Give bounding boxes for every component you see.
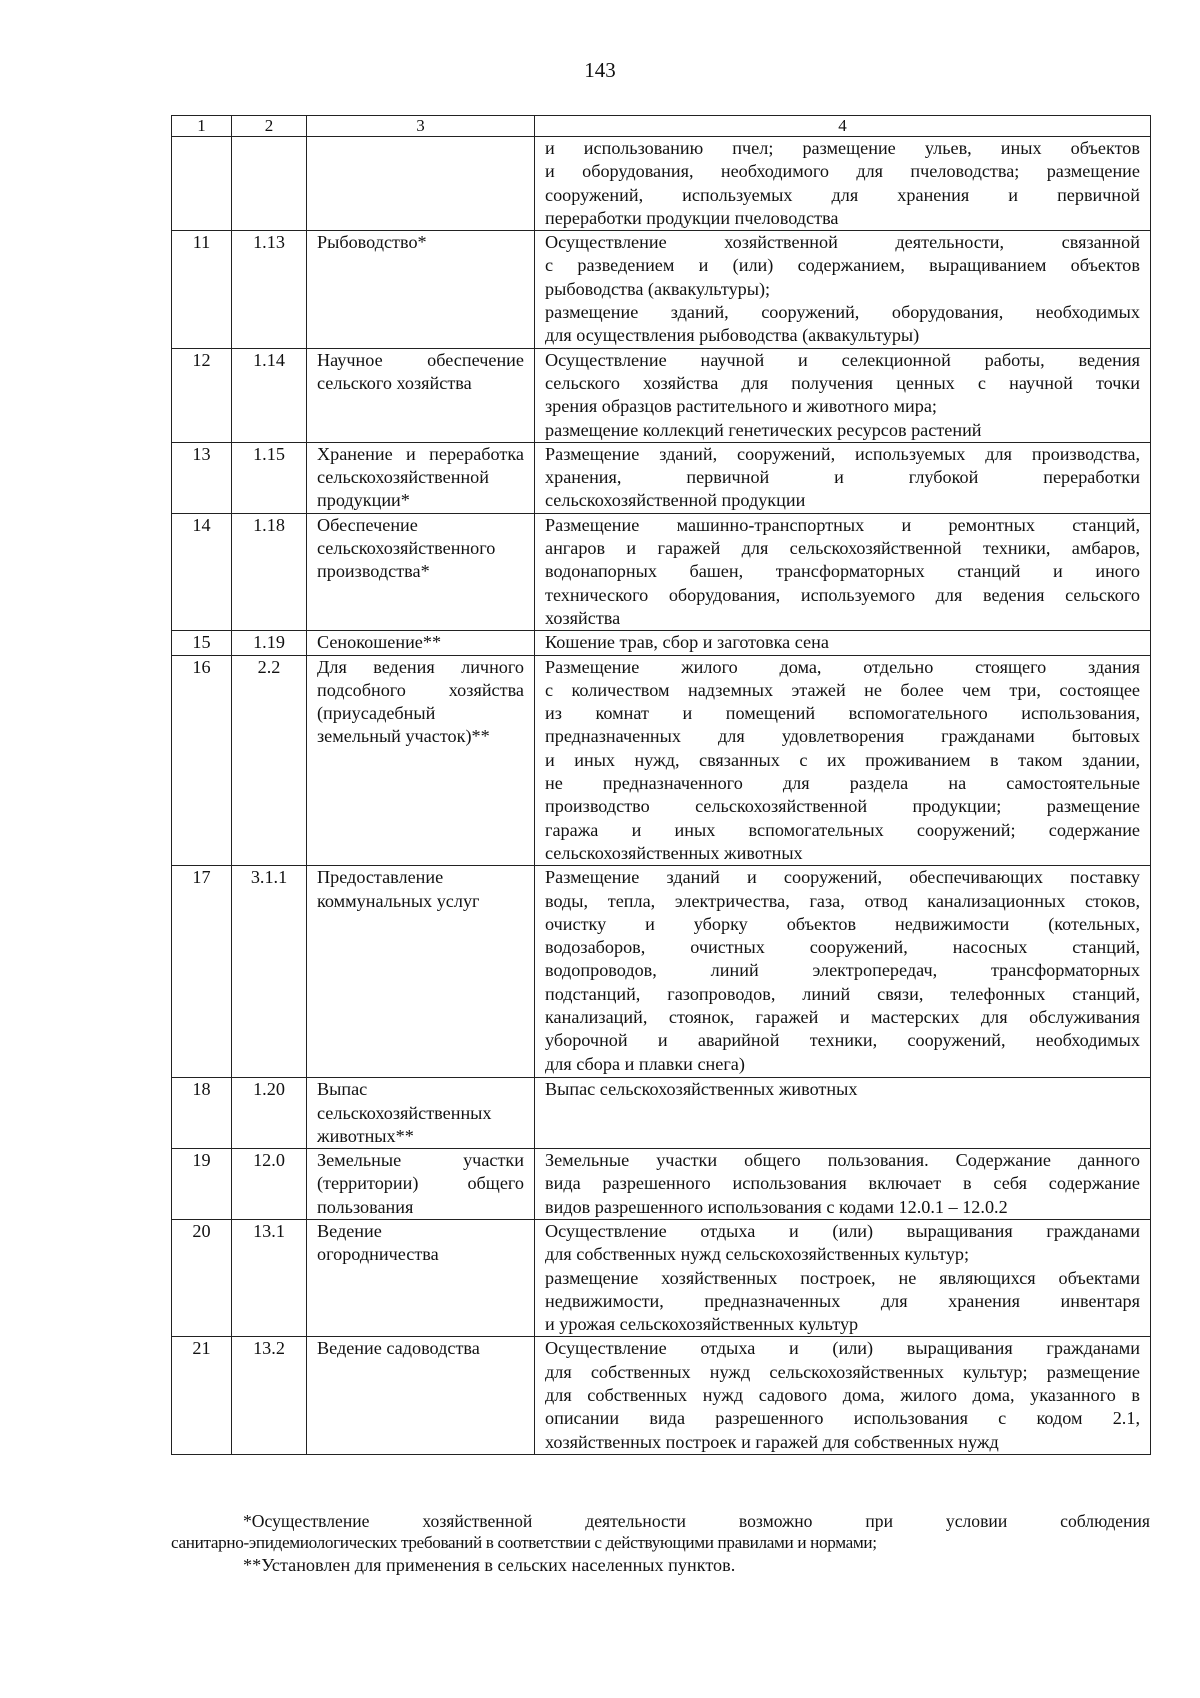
description-line: Размещение машинно-транспортных и ремонтных станций, [545, 514, 1140, 535]
row-code: 13.1 [232, 1219, 307, 1336]
row-name [307, 348, 535, 442]
row-code: 1.13 [232, 231, 307, 348]
table-row [172, 442, 1151, 513]
name-line: сельскохозяйственной [317, 467, 490, 488]
row-description [535, 655, 1151, 866]
description-line: гаража и иных вспомогательных сооружений; содержание [545, 819, 1140, 840]
name-line: огородничества [317, 1244, 439, 1265]
description-line: Осуществление отдыха и (или) выращивания гражданами [545, 1220, 1140, 1241]
name-line: коммунальных услуг [317, 890, 480, 911]
description-line: для собственных нужд сельскохозяйственных культур; размещение [545, 1361, 1140, 1382]
name-line: (территории) общего [317, 1173, 524, 1194]
row-number: 13 [172, 442, 232, 513]
name-line: сельскохозяйственных [317, 1102, 492, 1123]
row-description [535, 442, 1151, 513]
name-line: подсобного хозяйства [317, 679, 524, 700]
description-line: уборочной и аварийной техники, сооружений, необходимых [545, 1030, 1140, 1051]
description-line: Осуществление научной и селекционной работы, ведения [545, 349, 1140, 370]
description-line: канализаций, стоянок, гаражей и мастерских для обслуживания [545, 1006, 1140, 1027]
name-line: Научное обеспечение [317, 349, 524, 370]
description-line: Размещение зданий и сооружений, обеспечивающих поставку [545, 867, 1140, 888]
row-name [307, 1078, 535, 1149]
description-line: Размещение зданий, сооружений, используемых для производства, [545, 443, 1140, 464]
table-row [172, 348, 1151, 442]
table-row [172, 1149, 1151, 1220]
description-line: размещение зданий, сооружений, оборудования, необходимых [545, 302, 1140, 323]
row-name [307, 137, 535, 231]
row-code: 12.0 [232, 1149, 307, 1220]
table-row-continuation [172, 137, 1151, 231]
land-use-table [171, 115, 1151, 1455]
name-line: животных** [317, 1125, 414, 1146]
row-code: 1.19 [232, 631, 307, 655]
description-line: переработки продукции пчеловодства [545, 207, 839, 228]
footnote-2: **Установлен для применения в сельских населенных пунктов. [243, 1555, 736, 1575]
description-line: Размещение жилого дома, отдельно стоящего здания [545, 656, 1140, 677]
description-line: предназначенных для удовлетворения гражданами бытовых [545, 726, 1140, 747]
description-line: не предназначенного для раздела на самостоятельные [545, 773, 1140, 794]
description-line: вида разрешенного использования включает в себя содержание [545, 1173, 1140, 1194]
name-line: (приусадебный [317, 703, 436, 724]
description-line: водозаборов, очистных сооружений, насосных станций, [545, 937, 1140, 958]
name-line: Ведение [317, 1220, 382, 1241]
table-row [172, 1219, 1151, 1336]
table-row [172, 655, 1151, 866]
description-line: с разведением и (или) содержанием, выращиванием объектов [545, 255, 1140, 276]
description-line: для собственных нужд садового дома, жилого дома, указанного в [545, 1385, 1140, 1406]
table-row [172, 513, 1151, 630]
row-description [535, 1219, 1151, 1336]
row-number: 15 [172, 631, 232, 655]
row-number [172, 137, 232, 231]
description-line: видов разрешенного использования с кодами 12.0.1 – 12.0.2 [545, 1196, 1008, 1217]
row-description [535, 866, 1151, 1078]
description-line: Осуществление отдыха и (или) выращивания гражданами [545, 1338, 1140, 1359]
row-number: 18 [172, 1078, 232, 1149]
row-description [535, 137, 1151, 231]
description-line: описании вида разрешенного использования с кодом 2.1, [545, 1408, 1140, 1429]
row-number: 19 [172, 1149, 232, 1220]
row-description [535, 1149, 1151, 1220]
description-line: хозяйства [545, 607, 621, 628]
row-description [535, 1337, 1151, 1454]
name-line: сельскохозяйственного [317, 538, 496, 559]
description-line: хозяйственных построек и гаражей для собственных нужд [545, 1431, 999, 1452]
row-number: 20 [172, 1219, 232, 1336]
description-line: сельского хозяйства для получения ценных с научной точки [545, 372, 1140, 393]
table-row [172, 866, 1151, 1078]
description-line: сельскохозяйственных животных [545, 842, 803, 863]
name-line: Ведение садоводства [317, 1338, 480, 1359]
name-line: сельского хозяйства [317, 372, 472, 393]
name-line: Обеспечение [317, 514, 418, 535]
name-line: земельный участок)** [317, 726, 490, 747]
row-description [535, 631, 1151, 655]
description-line: ангаров и гаражей для сельскохозяйственной техники, амбаров, [545, 538, 1140, 559]
header-col-3: 3 [307, 116, 535, 137]
row-code: 2.2 [232, 655, 307, 866]
name-line: продукции* [317, 490, 410, 511]
description-line: для сбора и плавки снега) [545, 1053, 745, 1074]
row-name [307, 631, 535, 655]
row-code: 13.2 [232, 1337, 307, 1454]
row-code: 1.14 [232, 348, 307, 442]
description-line: размещение хозяйственных построек, не являющихся объектами [545, 1267, 1140, 1288]
name-line: Сенокошение** [317, 632, 442, 653]
name-line: Рыбоводство* [317, 232, 427, 253]
row-description [535, 348, 1151, 442]
row-code: 1.20 [232, 1078, 307, 1149]
row-code: 1.15 [232, 442, 307, 513]
name-line: Для ведения личного [317, 656, 524, 677]
table-row [172, 1078, 1151, 1149]
table-row [172, 1337, 1151, 1454]
description-line: подстанций, газопроводов, линий связи, телефонных станций, [545, 983, 1140, 1004]
row-number: 21 [172, 1337, 232, 1454]
row-code: 3.1.1 [232, 866, 307, 1078]
description-line: и иных нужд, связанных с их проживанием в таком здании, [545, 749, 1140, 770]
description-line: и урожая сельскохозяйственных культур [545, 1314, 859, 1335]
description-line: Осуществление хозяйственной деятельности, связанной [545, 232, 1140, 253]
description-line: и оборудования, необходимого для пчеловодства; размещение [545, 161, 1140, 182]
row-code [232, 137, 307, 231]
description-line: водонапорных башен, трансформаторных станций и иного [545, 561, 1140, 582]
description-line: технического оборудования, используемого для ведения сельского [545, 584, 1140, 605]
description-line: с количеством надземных этажей не более чем три, состоящее [545, 679, 1140, 700]
table-header-row [172, 116, 1151, 137]
row-description [535, 513, 1151, 630]
row-name [307, 1337, 535, 1454]
header-col-4: 4 [535, 116, 1151, 137]
description-line: Земельные участки общего пользования. Содержание данного [545, 1150, 1140, 1171]
name-line: пользования [317, 1196, 414, 1217]
row-number: 16 [172, 655, 232, 866]
row-description [535, 231, 1151, 348]
row-name [307, 231, 535, 348]
description-line: зрения образцов растительного и животного мира; [545, 396, 937, 417]
description-line: и использованию пчел; размещение ульев, иных объектов [545, 138, 1140, 158]
row-name [307, 655, 535, 866]
page-number: 143 [584, 58, 616, 82]
description-line: недвижимости, предназначенных для хранения инвентаря [545, 1290, 1140, 1311]
table-row [172, 631, 1151, 655]
description-line: Кошение трав, сбор и заготовка сена [545, 632, 829, 653]
row-name [307, 442, 535, 513]
header-col-2: 2 [232, 116, 307, 137]
description-line: очистку и уборку объектов недвижимости (котельных, [545, 913, 1140, 934]
row-number: 12 [172, 348, 232, 442]
footnote-1-line-2: санитарно-эпидемиологических требований в соответствии с действующими правилами и нормами; [171, 1533, 877, 1552]
description-line: водопроводов, линий электропередач, трансформаторных [545, 960, 1140, 981]
name-line: Предоставление [317, 867, 444, 888]
description-line: размещение коллекций генетических ресурсов растений [545, 419, 982, 440]
footnotes [171, 1510, 1150, 1576]
footnote-1-line-1: *Осуществление хозяйственной деятельности возможно при условии соблюдения [243, 1511, 1150, 1531]
header-col-1: 1 [172, 116, 232, 137]
name-line: производства* [317, 561, 430, 582]
table-row [172, 231, 1151, 348]
description-line: хранения, первичной и глубокой переработки [545, 467, 1140, 488]
description-line: для осуществления рыбоводства (аквакультуры) [545, 325, 920, 346]
description-line: сельскохозяйственной продукции [545, 490, 806, 511]
row-name [307, 866, 535, 1078]
row-number: 14 [172, 513, 232, 630]
description-line: воды, тепла, электричества, газа, отвод канализационных стоков, [545, 890, 1140, 911]
row-number: 17 [172, 866, 232, 1078]
row-name [307, 1149, 535, 1220]
row-number: 11 [172, 231, 232, 348]
description-line: из комнат и помещений вспомогательного использования, [545, 703, 1140, 724]
name-line: Хранение и переработка [317, 443, 524, 464]
row-name [307, 1219, 535, 1336]
description-line: для собственных нужд сельскохозяйственных культур; [545, 1244, 970, 1265]
row-description [535, 1078, 1151, 1149]
description-line: Выпас сельскохозяйственных животных [545, 1079, 858, 1100]
description-line: производство сельскохозяйственной продукции; размещение [545, 796, 1140, 817]
name-line: Выпас [317, 1079, 368, 1100]
row-code: 1.18 [232, 513, 307, 630]
row-name [307, 513, 535, 630]
description-line: рыбоводства (аквакультуры); [545, 278, 771, 299]
name-line: Земельные участки [317, 1150, 524, 1171]
description-line: сооружений, используемых для хранения и первичной [545, 184, 1140, 205]
